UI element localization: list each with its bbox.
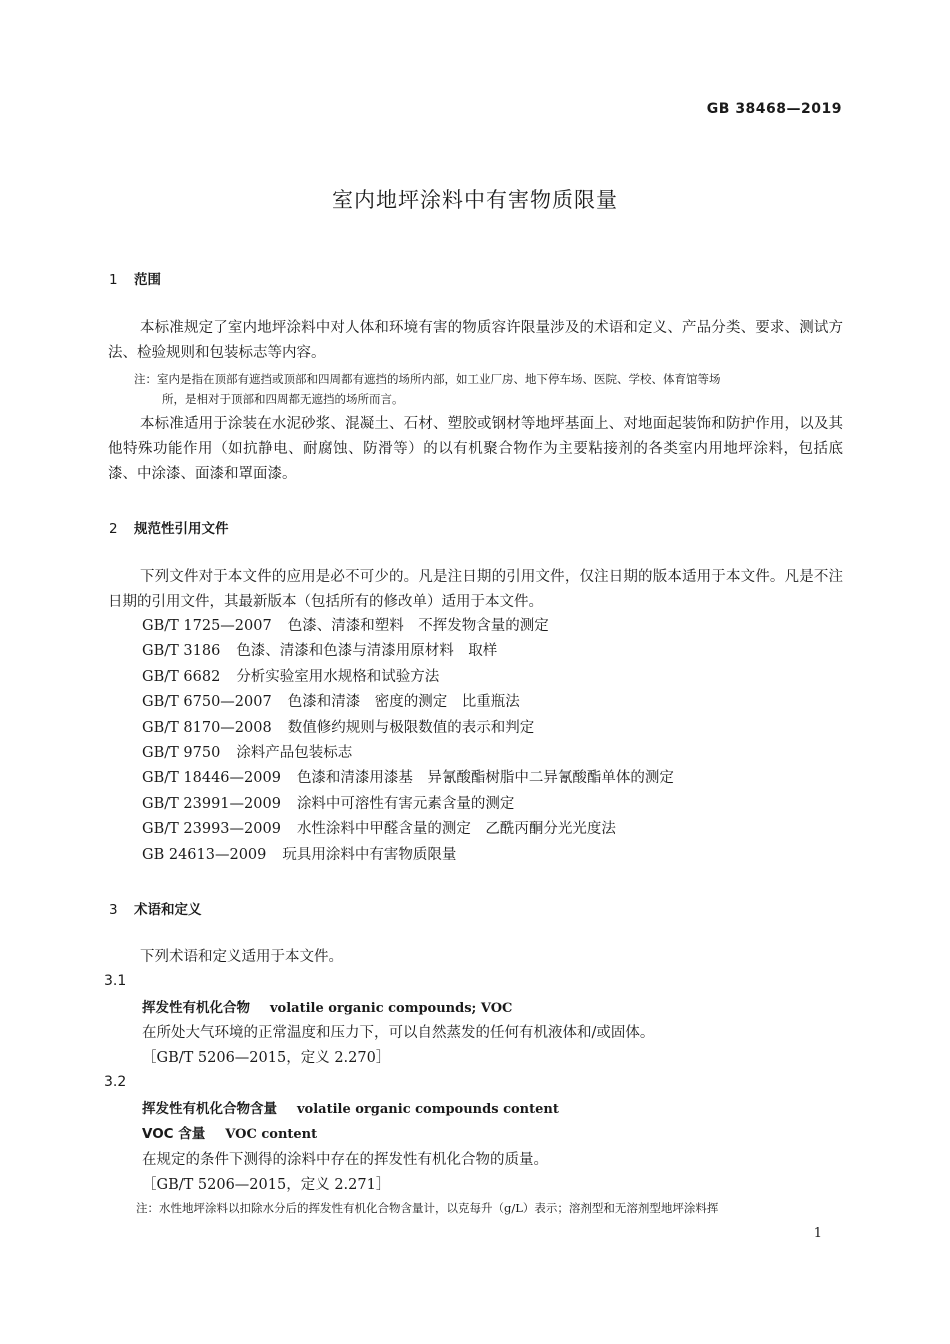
section-number: 3 bbox=[109, 902, 118, 918]
reference-item bbox=[142, 766, 674, 791]
reference-item bbox=[142, 741, 674, 766]
reference-title: 涂料产品包装标志 bbox=[236, 744, 353, 761]
note-line-2: 所，是相对于顶部和四周都无遮挡的场所而言。 bbox=[162, 392, 404, 406]
scope-note bbox=[136, 369, 843, 409]
section-2-heading bbox=[109, 517, 229, 537]
reference-item bbox=[142, 716, 674, 741]
document-title: 室内地坪涂料中有害物质限量 bbox=[332, 188, 618, 212]
term-source: ［GB/T 5206—2015，定义 2.271］ bbox=[142, 1177, 391, 1193]
reference-title: 涂料中可溶性有害元素含量的测定 bbox=[296, 795, 515, 812]
note-line-1: 室内是指在顶部有遮挡或顶部和四周都有遮挡的场所内部，如工业厂房、地下停车场、医院、学校、体育馆等场 bbox=[157, 372, 721, 386]
term-definition: 在所处大气环境的正常温度和压力下，可以自然蒸发的任何有机液体和/或固体。 bbox=[142, 1025, 655, 1041]
reference-code: GB/T 23991—2009 bbox=[142, 795, 281, 812]
reference-item bbox=[142, 690, 674, 715]
terms-intro: 下列术语和定义适用于本文件。 bbox=[140, 949, 343, 965]
reference-item bbox=[142, 843, 674, 868]
note-label: 注： bbox=[134, 372, 157, 386]
reference-title: 玩具用涂料中有害物质限量 bbox=[282, 846, 457, 863]
term-english: volatile organic compounds; VOC bbox=[270, 1001, 513, 1016]
reference-code: GB/T 6750—2007 bbox=[142, 694, 272, 711]
term-source: ［GB/T 5206—2015，定义 2.270］ bbox=[142, 1050, 391, 1066]
reference-item bbox=[142, 665, 674, 690]
term-number: 3.2 bbox=[104, 1074, 127, 1090]
reference-item bbox=[142, 817, 674, 842]
section-1-heading bbox=[109, 268, 161, 288]
reference-title: 分析实验室用水规格和试验方法 bbox=[236, 668, 440, 685]
reference-code: GB/T 8170—2008 bbox=[142, 719, 272, 736]
reference-item bbox=[142, 614, 674, 639]
reference-title: 水性涂料中甲醛含量的测定 乙酰丙酮分光光度法 bbox=[296, 821, 616, 838]
term-name: 挥发性有机化合物含量 bbox=[142, 1101, 277, 1117]
section-number: 1 bbox=[109, 272, 118, 288]
term-alt-name: VOC 含量 bbox=[142, 1126, 206, 1142]
term-alt-heading bbox=[142, 1122, 317, 1147]
reference-code: GB/T 9750 bbox=[142, 744, 221, 761]
term-note: 注：水性地坪涂料以扣除水分后的挥发性有机化合物含量计，以克每升（g/L）表示；溶剂型和无溶剂型地坪涂料挥 bbox=[136, 1201, 719, 1215]
reference-code: GB/T 6682 bbox=[142, 668, 221, 685]
reference-item bbox=[142, 639, 674, 664]
reference-code: GB/T 1725—2007 bbox=[142, 618, 272, 634]
scope-paragraph-2: 本标准适用于涂装在水泥砂浆、混凝土、石材、塑胶或钢材等地坪基面上、对地面起装饰和防护作用，以及其他特殊功能作用（如抗静电、耐腐蚀、防滑等）的以有机聚合物作为主要粘接剂的各类室内用地坪涂料，包括底漆、中涂漆、面漆和罩面漆。 bbox=[108, 416, 843, 482]
reference-title: 色漆和清漆 密度的测定 比重瓶法 bbox=[287, 694, 520, 711]
reference-title: 色漆、清漆和塑料 不挥发物含量的测定 bbox=[287, 618, 549, 634]
term-english: volatile organic compounds content bbox=[297, 1102, 559, 1117]
term-alt-english: VOC content bbox=[225, 1127, 318, 1142]
reference-code: GB 24613—2009 bbox=[142, 846, 267, 863]
standard-code: GB 38468—2019 bbox=[706, 101, 842, 117]
reference-title: 色漆、清漆和色漆与清漆用原材料 取样 bbox=[236, 643, 498, 660]
section-title: 范围 bbox=[134, 272, 161, 288]
term-heading bbox=[142, 1097, 559, 1122]
term-name: 挥发性有机化合物 bbox=[142, 1000, 250, 1016]
reference-title: 色漆和清漆用漆基 异氰酸酯树脂中二异氰酸酯单体的测定 bbox=[296, 770, 674, 787]
scope-paragraph-1: 本标准规定了室内地坪涂料中对人体和环境有害的物质容许限量涉及的术语和定义、产品分类、要求、测试方法、检验规则和包装标志等内容。 bbox=[108, 320, 843, 361]
page-number: 1 bbox=[813, 1226, 822, 1241]
term-heading bbox=[142, 996, 512, 1021]
reference-code: GB/T 18446—2009 bbox=[142, 770, 281, 787]
section-3-heading bbox=[109, 898, 202, 918]
reference-code: GB/T 23993—2009 bbox=[142, 821, 281, 838]
term-number: 3.1 bbox=[104, 973, 127, 989]
normative-intro: 下列文件对于本文件的应用是必不可少的。凡是注日期的引用文件，仅注日期的版本适用于本文件。凡是不注日期的引用文件，其最新版本（包括所有的修改单）适用于本文件。 bbox=[108, 569, 843, 610]
reference-item bbox=[142, 792, 674, 817]
reference-list bbox=[142, 614, 674, 868]
section-number: 2 bbox=[109, 521, 118, 537]
reference-code: GB/T 3186 bbox=[142, 643, 221, 660]
term-definition: 在规定的条件下测得的涂料中存在的挥发性有机化合物的质量。 bbox=[142, 1152, 548, 1168]
reference-title: 数值修约规则与极限数值的表示和判定 bbox=[287, 719, 535, 736]
section-title: 规范性引用文件 bbox=[134, 521, 229, 537]
section-title: 术语和定义 bbox=[134, 902, 202, 918]
